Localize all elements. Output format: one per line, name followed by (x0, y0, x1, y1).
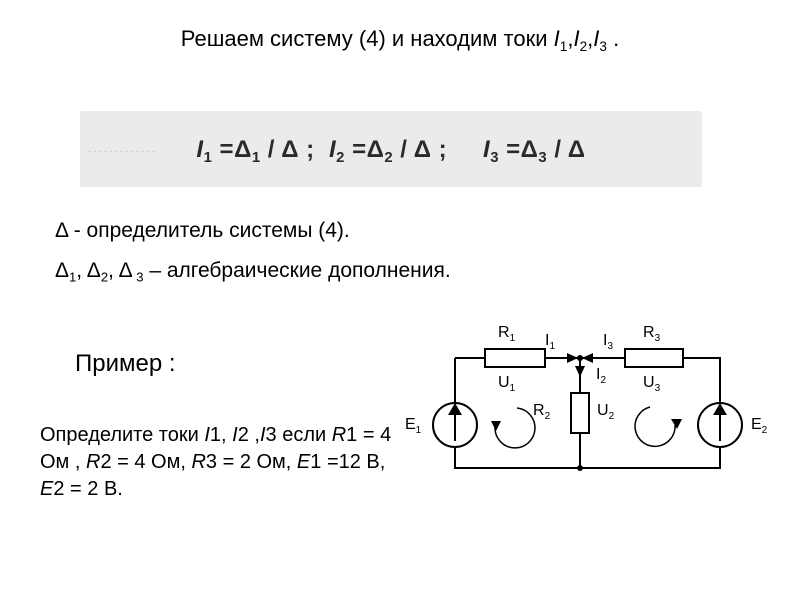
loop-arrow-left (495, 408, 535, 448)
i2-arrow-icon (575, 366, 585, 377)
slide-title: Решаем систему (4) и находим токи $I_1,I_2,I_3$ . (180, 26, 620, 54)
cofactor-definition: $\Delta_1$, $\Delta_2$, Δ $_3$ – алгебраические дополнения. (55, 259, 451, 285)
example-heading: Пример : (75, 350, 176, 377)
resistor-r2 (571, 393, 589, 433)
label-i1: $I_1$ (545, 332, 556, 352)
cramer-formulas (80, 136, 702, 166)
loop-arrow-right (635, 407, 675, 446)
formula-i3: $I_3 =\Delta_3 / \Delta$ (483, 136, 586, 167)
formula-i1: $I_1 =\Delta_1 / \Delta$ ; (196, 136, 329, 167)
i1-arrow-icon (567, 353, 578, 363)
label-r3: $R_3$ (643, 324, 661, 344)
label-e2: $E_2$ (751, 416, 768, 436)
resistor-r3 (625, 349, 683, 367)
formula-i2: $I_2 =\Delta_2 / \Delta$ ; (328, 136, 484, 167)
label-r2: $R_2$ (533, 402, 551, 422)
i3-arrow-icon (582, 353, 593, 363)
label-r1: $R_1$ (498, 324, 516, 344)
label-i3: $I_3$ (603, 332, 614, 352)
label-u3: $U_3$ (643, 374, 661, 394)
determinant-definition: Δ - определитель системы (4). (55, 219, 350, 242)
circuit-diagram (395, 315, 795, 485)
label-i2: $I_2$ (596, 366, 607, 386)
banner-dots: ············· (88, 146, 158, 157)
label-u2: $U_2$ (597, 402, 615, 422)
resistor-r1 (485, 349, 545, 367)
label-u1: $U_1$ (498, 374, 516, 394)
task-text: Определите токи I1, I2 ,I3 если R1 = 4 Ом , R2 = 4 Ом, R3 = 2 Ом, E1 =12 В, E2 = 2 В. (40, 424, 392, 500)
label-e1: $E_1$ (405, 416, 422, 436)
